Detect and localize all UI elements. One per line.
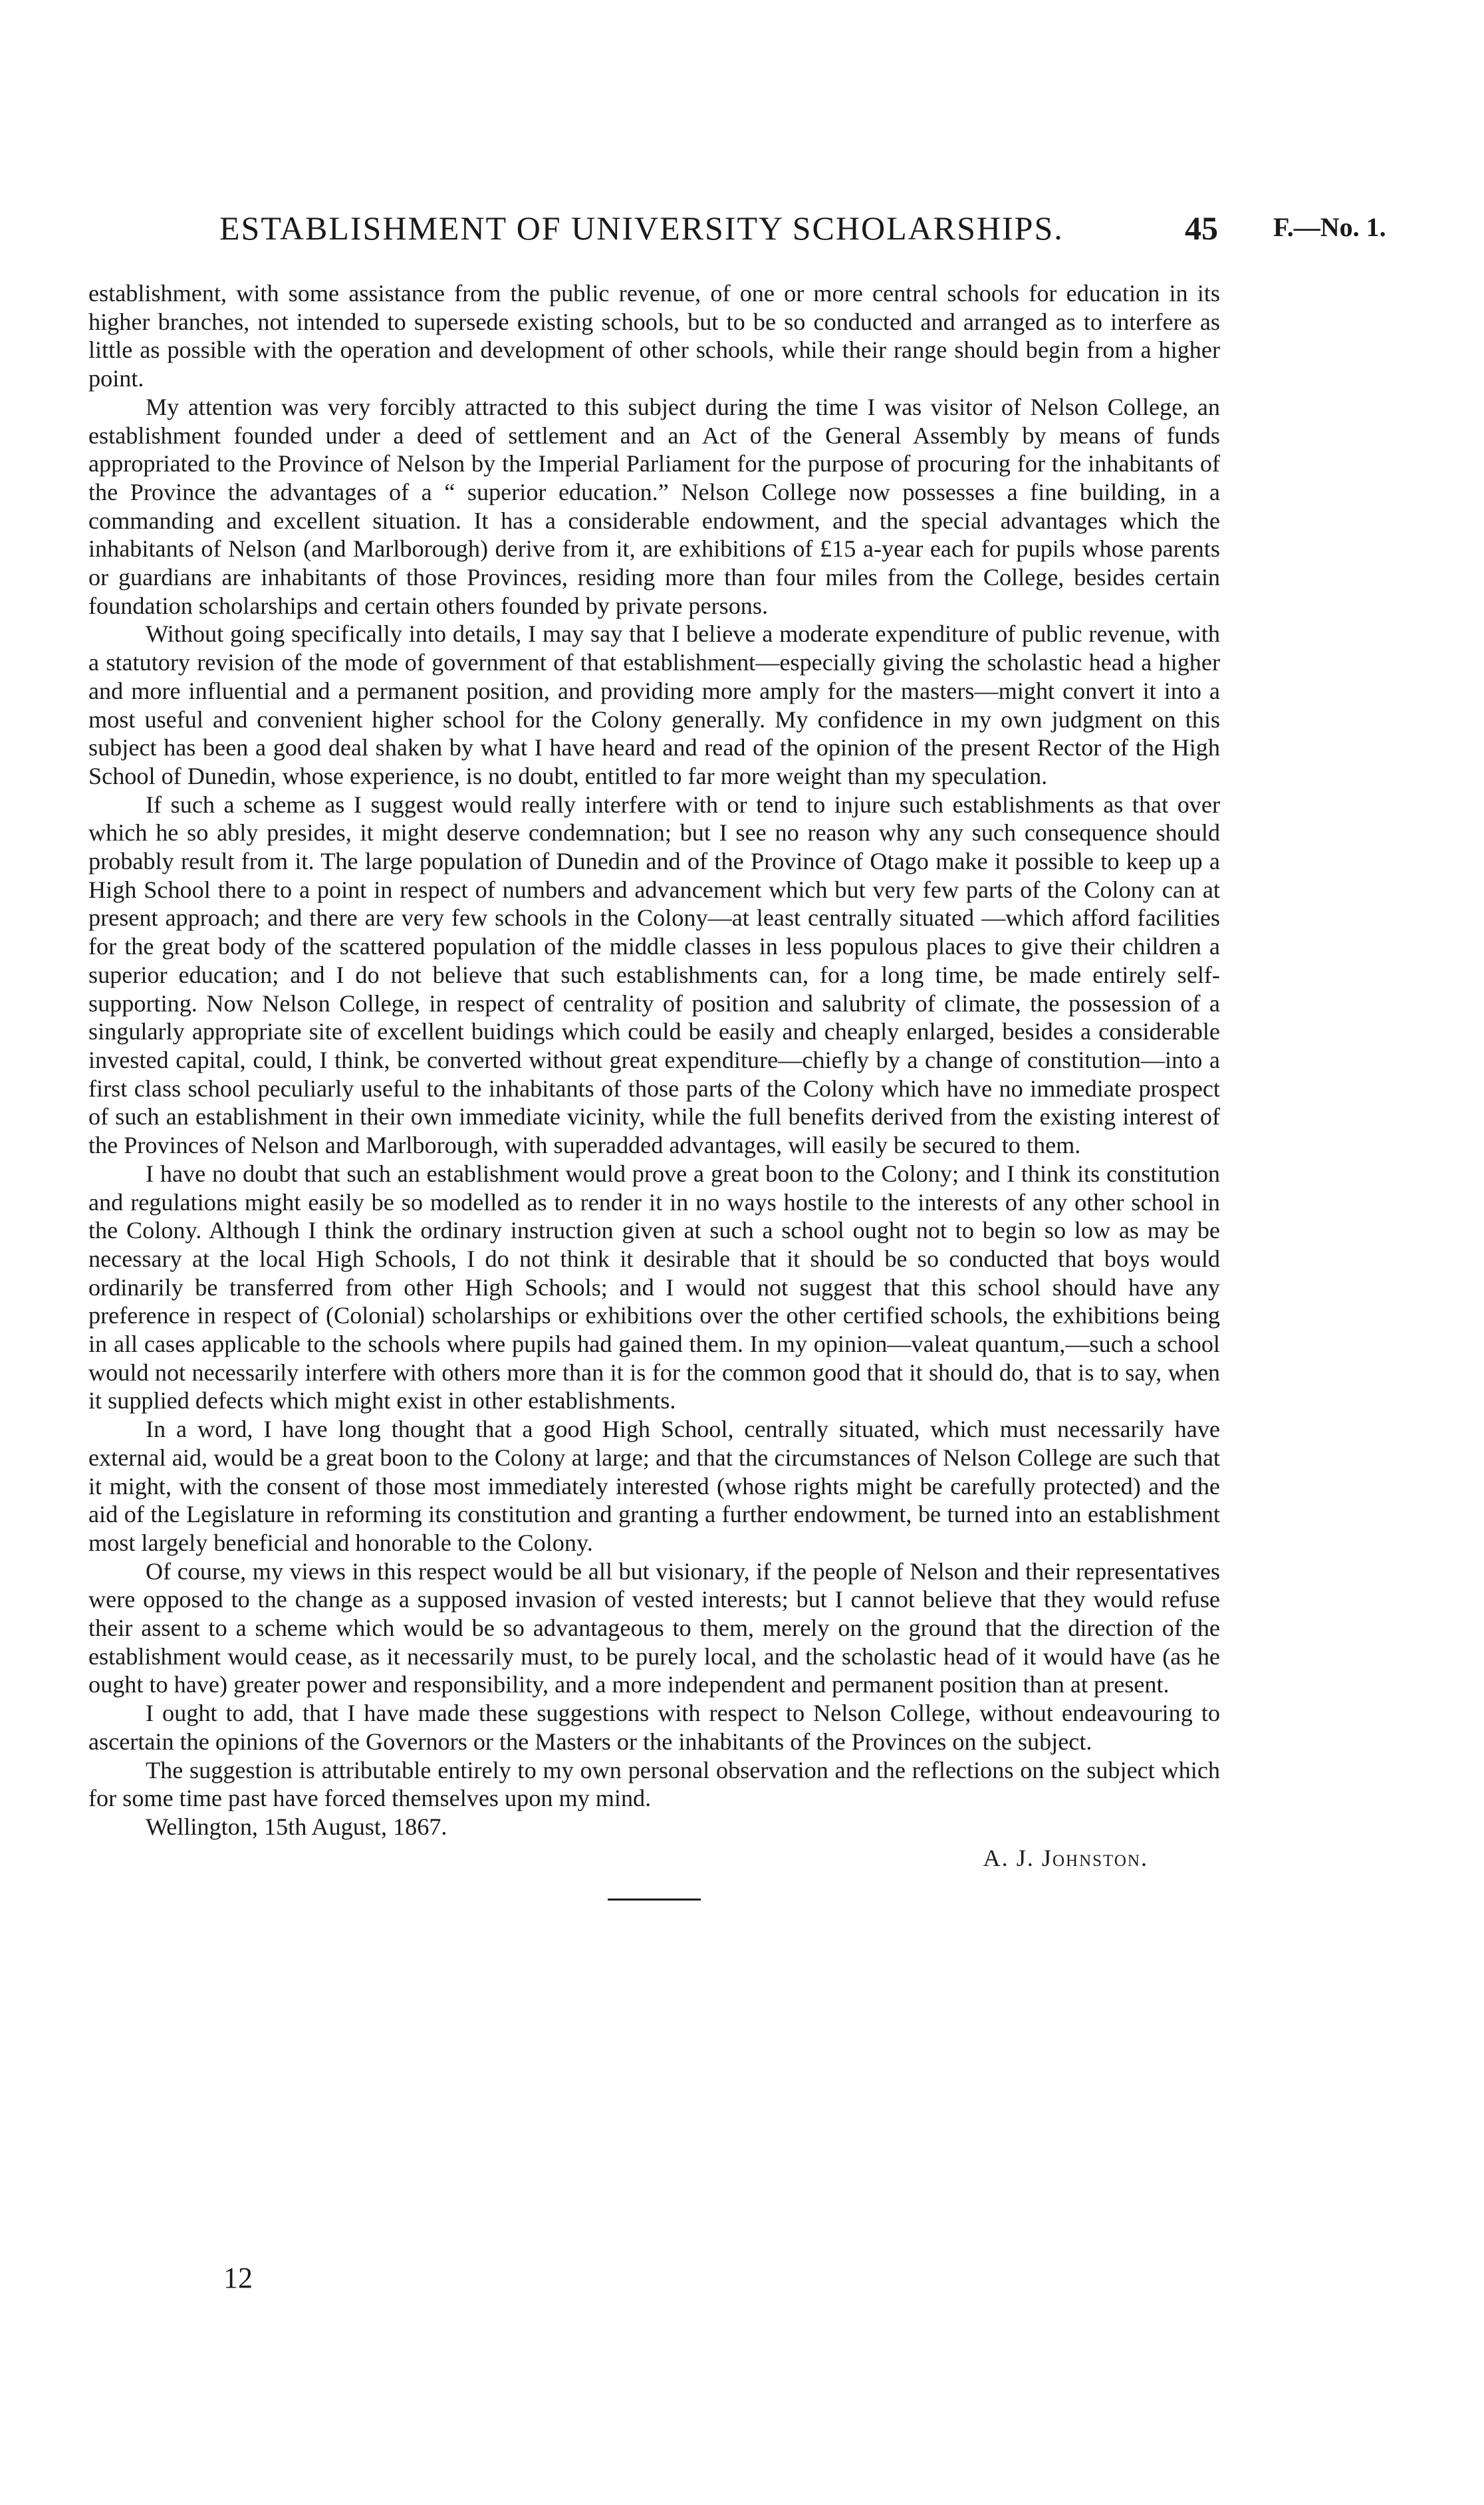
paper-reference: F.—No. 1.: [1273, 212, 1386, 242]
page-header: [219, 209, 1404, 249]
paragraph: establishment, with some assistance from the public revenue, of one or more central schools for education in its higher branches, not intended to supersede existing schools, but to be so conducted and arranged as to interfere as little as possible with the operation and development of other schools, while their range should begin from a higher point.: [88, 280, 1220, 392]
closing-rule: [608, 1899, 701, 1901]
paragraph: If such a scheme as I suggest would really interfere with or tend to injure such establishments as that over which he so ably presides, it might deserve condemnation; but I see no reason why any such consequence should probably result from it. The large population of Dunedin and of the Province of Otago make it possible to keep up a High School there to a point in respect of numbers and advancement which but very few parts of the Colony can at present approach; and there are very few schools in the Colony—at least centrally situated —which afford facilities for the great body of the scattered population of the middle classes in less populous places to give their children a superior education; and I do not believe that such establishments can, for a long time, be made entirely self-supporting. Now Nelson College, in respect of centrality of position and salubrity of climate, the possession of a singularly appropriate site of excellent buidings which could be easily and cheaply enlarged, besides a considerable invested capital, could, I think, be converted without great expenditure—chiefly by a change of constitution—into a first class school peculiarly useful to the inhabitants of those parts of the Colony which have no immediate prospect of such an establishment in their own immediate vicinity, while the full benefits derived from the existing interest of the Provinces of Nelson and Marlborough, with superadded advantages, will easily be secured to them.: [88, 791, 1220, 1159]
paragraph: The suggestion is attributable entirely to my own personal observation and the reflections on the subject which for some time past have forced themselves upon my mind.: [88, 1756, 1220, 1812]
paragraph: Of course, my views in this respect would be all but visionary, if the people of Nelson and their representatives were opposed to the change as a supposed invasion of vested interests; but I cannot believe that they would refuse their assent to a scheme which would be so advantageous to them, merely on the ground that the direction of the establishment would cease, as it necessarily must, to be purely local, and the scholastic head of it would have (as he ought to have) greater power and responsibility, and a more independent and permanent position than at present.: [88, 1557, 1220, 1698]
paragraph: I have no doubt that such an establishment would prove a great boon to the Colony; and I think its constitution and regulations might easily be so modelled as to render it in no ways hostile to the interests of any other school in the Colony. Although I think the ordinary instruction given at such a school ought not to begin so low as may be necessary at the local High Schools, I do not think it desirable that it should be so conducted that boys would ordinarily be transferred from other High Schools; and I would not suggest that this school should have any preference in respect of (Colonial) scholarships or exhibitions over the other certified schools, the exhibitions being in all cases applicable to the schools where pupils had gained them. In my opinion—valeat quantum,—such a school would not necessarily interfere with others more than it is for the common good that it should do, that is to say, when it supplied defects which might exist in other establishments.: [88, 1160, 1220, 1414]
printer-signature-mark: 12: [223, 2262, 253, 2294]
signature-surname: Johnston.: [1041, 1844, 1148, 1871]
paragraph: Without going specifically into details, I may say that I believe a moderate expenditure of public revenue, with a statutory revision of the mode of government of that establishment—especially giving the scholastic head a higher and more influential and a permanent position, and providing more amply for the masters—might convert it into a most useful and convenient higher school for the Colony generally. My confidence in my own judgment on this subject has been a good deal shaken by what I have heard and read of the opinion of the present Rector of the High School of Dunedin, whose experience, is no doubt, entitled to far more weight than my speculation.: [88, 620, 1220, 789]
letter-body: [88, 279, 1220, 1901]
page-number: 45: [1185, 209, 1218, 247]
dateline: Wellington, 15th August, 1867.: [146, 1813, 447, 1840]
paragraph: In a word, I have long thought that a good High School, centrally situated, which must necessarily have external aid, would be a great boon to the Colony at large; and that the circumstances of Nelson College are such that it might, with the consent of those most immediately interested (whose rights might be carefully protected) and the aid of the Legislature in reforming its constitution and granting a further endowment, be turned into an establishment most largely beneficial and honorable to the Colony.: [88, 1416, 1220, 1556]
paragraph: My attention was very forcibly attracted to this subject during the time I was visitor of Nelson College, an establishment founded under a deed of settlement and an Act of the General Assembly by means of funds appropriated to the Province of Nelson by the Imperial Parliament for the purpose of procuring for the inhabitants of the Province the advantages of a “ superior education.” Nelson College now possesses a fine building, in a commanding and excellent situation. It has a considerable endowment, and the special advantages which the inhabitants of Nelson (and Marlborough) derive from it, are exhibitions of £15 a-year each for pupils whose parents or guardians are inhabitants of those Provinces, residing more than four miles from the College, besides certain foundation scholarships and certain others founded by private persons.: [88, 393, 1220, 619]
running-title: ESTABLISHMENT OF UNIVERSITY SCHOLARSHIPS.: [219, 209, 1064, 247]
paragraph: I ought to add, that I have made these suggestions with respect to Nelson College, without endeavouring to ascertain the opinions of the Governors or the Masters or the inhabitants of the Provinces on the subject.: [88, 1700, 1220, 1755]
signature: [88, 1844, 1148, 1873]
signature-initials: A. J.: [983, 1844, 1035, 1871]
